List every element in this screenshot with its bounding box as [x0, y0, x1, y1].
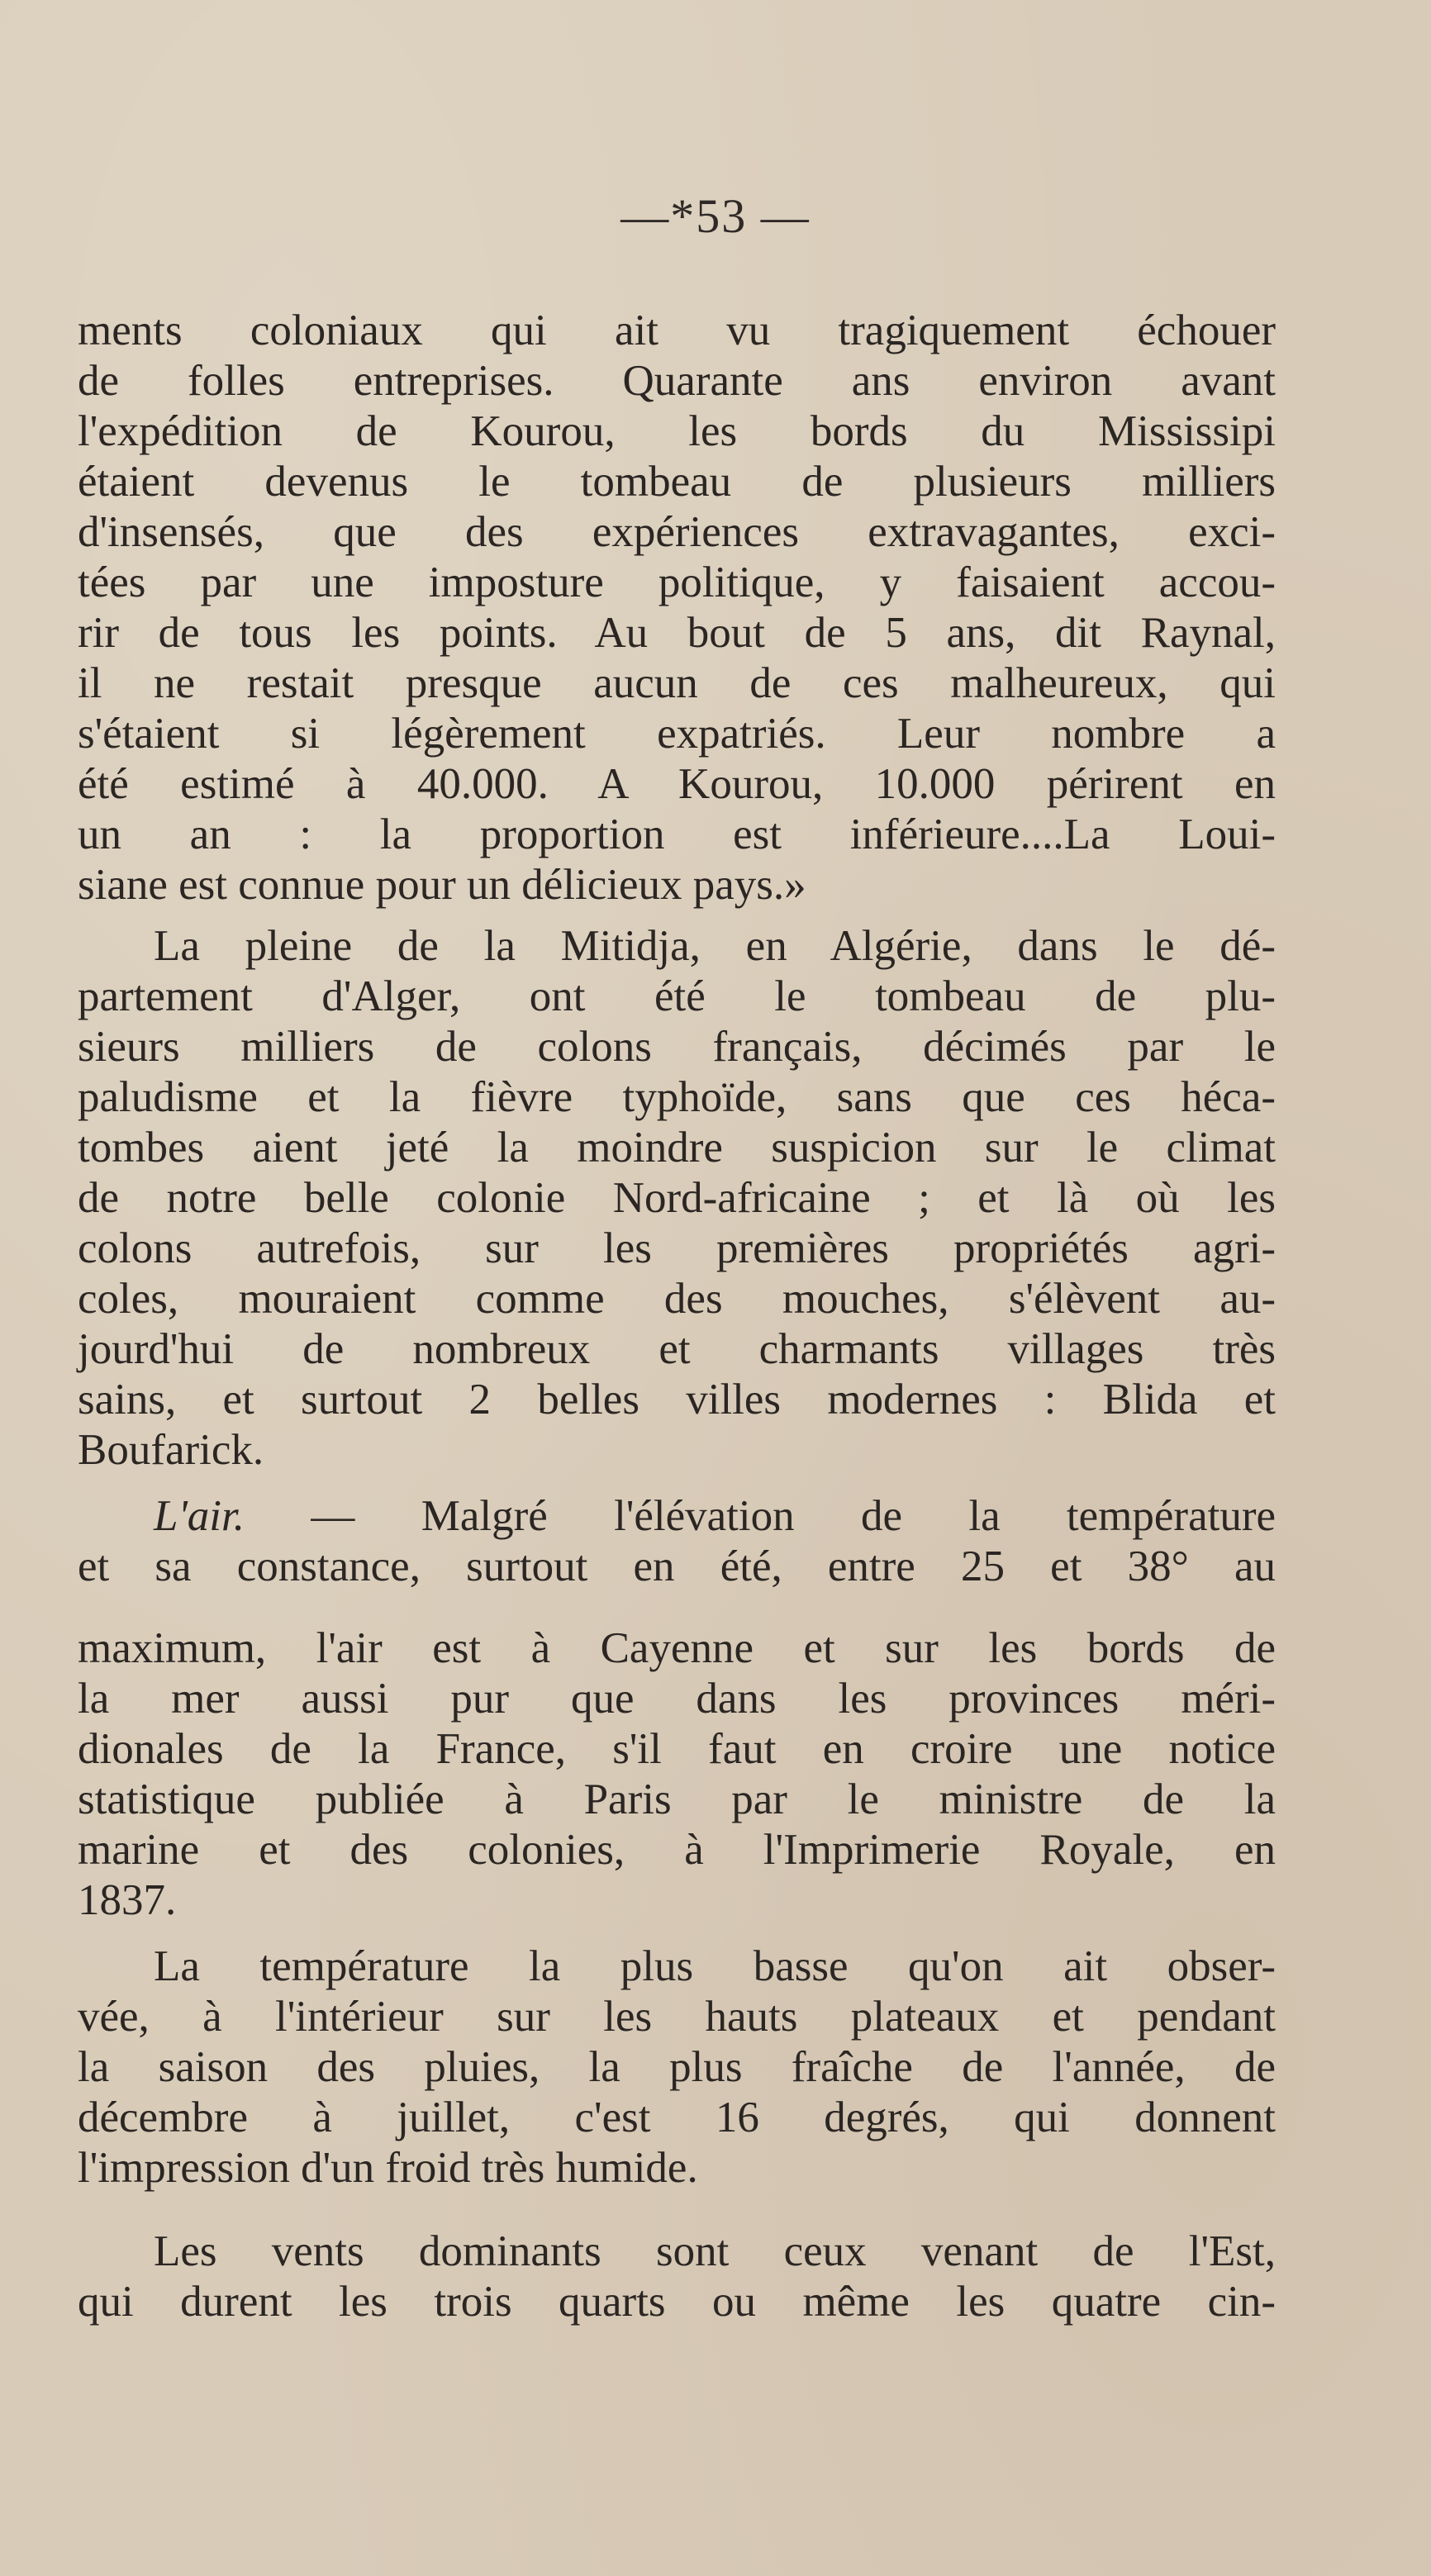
- text-fragment: — Malgré l'élévation de la température: [311, 1492, 1276, 1540]
- text-line: partement d'Alger, ont été le tombeau de plu-: [78, 972, 1276, 1020]
- text-line: tombes aient jeté la moindre suspicion sur le climat: [78, 1124, 1276, 1172]
- text-line: de notre belle colonie Nord-africaine ; et là où les: [78, 1174, 1276, 1222]
- text-line: d'insensés, que des expériences extravagantes, exci-: [78, 508, 1276, 556]
- paragraph-air-continued: [78, 1623, 1276, 1926]
- text-line: maximum, l'air est à Cayenne et sur les bords de: [78, 1624, 1276, 1672]
- text-line: dionales de la France, s'il faut en croire une notice: [78, 1725, 1276, 1773]
- text-line: tées par une imposture politique, y faisaient accou-: [78, 558, 1276, 606]
- text-line: siane est connue pour un délicieux pays.»: [78, 861, 806, 909]
- text-line: l'expédition de Kourou, les bords du Mississipi: [78, 407, 1276, 455]
- text-line: Boufarick.: [78, 1426, 264, 1474]
- text-line: colons autrefois, sur les premières propriétés agri-: [78, 1224, 1276, 1272]
- text-line: Les vents dominants sont ceux venant de l'Est,: [154, 2227, 1276, 2275]
- paragraph-temperature: [78, 1942, 1276, 2193]
- text-line: rir de tous les points. Au bout de 5 ans, dit Raynal,: [78, 609, 1276, 657]
- text-line: statistique publiée à Paris par le ministre de la: [78, 1775, 1276, 1823]
- text-line: marine et des colonies, à l'Imprimerie Royale, en: [78, 1826, 1276, 1874]
- text-line: la mer aussi pur que dans les provinces méri-: [78, 1675, 1276, 1723]
- text-line: il ne restait presque aucun de ces malheureux, qui: [78, 659, 1276, 707]
- paragraph-continuation: [78, 306, 1276, 910]
- text-line: de folles entreprises. Quarante ans environ avant: [78, 357, 1276, 405]
- text-line: 1837.: [78, 1876, 177, 1924]
- text-line: jourd'hui de nombreux et charmants villages très: [78, 1325, 1276, 1373]
- paragraph-air: [78, 1491, 1276, 1592]
- text-line: sains, et surtout 2 belles villes modernes : Blida et: [78, 1376, 1276, 1423]
- text-line: La température la plus basse qu'on ait obser-: [154, 1942, 1276, 1990]
- text-line: vée, à l'intérieur sur les hauts plateaux et pendant: [78, 1993, 1276, 2041]
- text-line: s'étaient si légèrement expatriés. Leur nombre a: [78, 710, 1276, 758]
- text-line: été estimé à 40.000. A Kourou, 10.000 périrent en: [78, 760, 1276, 808]
- text-line: coles, mouraient comme des mouches, s'élèvent au-: [78, 1275, 1276, 1323]
- text-line: sieurs milliers de colons français, décimés par le: [78, 1023, 1276, 1071]
- text-line: La pleine de la Mitidja, en Algérie, dans le dé-: [154, 922, 1276, 970]
- text-line: décembre à juillet, c'est 16 degrés, qui donnent: [78, 2094, 1276, 2141]
- text-line: un an : la proportion est inférieure....La Loui-: [78, 810, 1276, 858]
- text-line: l'impression d'un froid très humide.: [78, 2144, 698, 2192]
- text-line: qui durent les trois quarts ou même les quatre cin-: [78, 2278, 1276, 2326]
- section-heading: L'air.: [154, 1492, 245, 1540]
- paragraph-winds: [78, 2227, 1276, 2327]
- text-line: paludisme et la fièvre typhoïde, sans que ces héca-: [78, 1073, 1276, 1121]
- page-number: —*53 —: [620, 189, 811, 243]
- text-line: et sa constance, surtout en été, entre 25 et 38° au: [78, 1542, 1276, 1590]
- text-line: [78, 1491, 1276, 1542]
- text-line: étaient devenus le tombeau de plusieurs milliers: [78, 458, 1276, 506]
- text-line: ments coloniaux qui ait vu tragiquement échouer: [78, 307, 1276, 354]
- text-line: la saison des pluies, la plus fraîche de l'année, de: [78, 2043, 1276, 2091]
- paragraph-mitidja: [78, 921, 1276, 1476]
